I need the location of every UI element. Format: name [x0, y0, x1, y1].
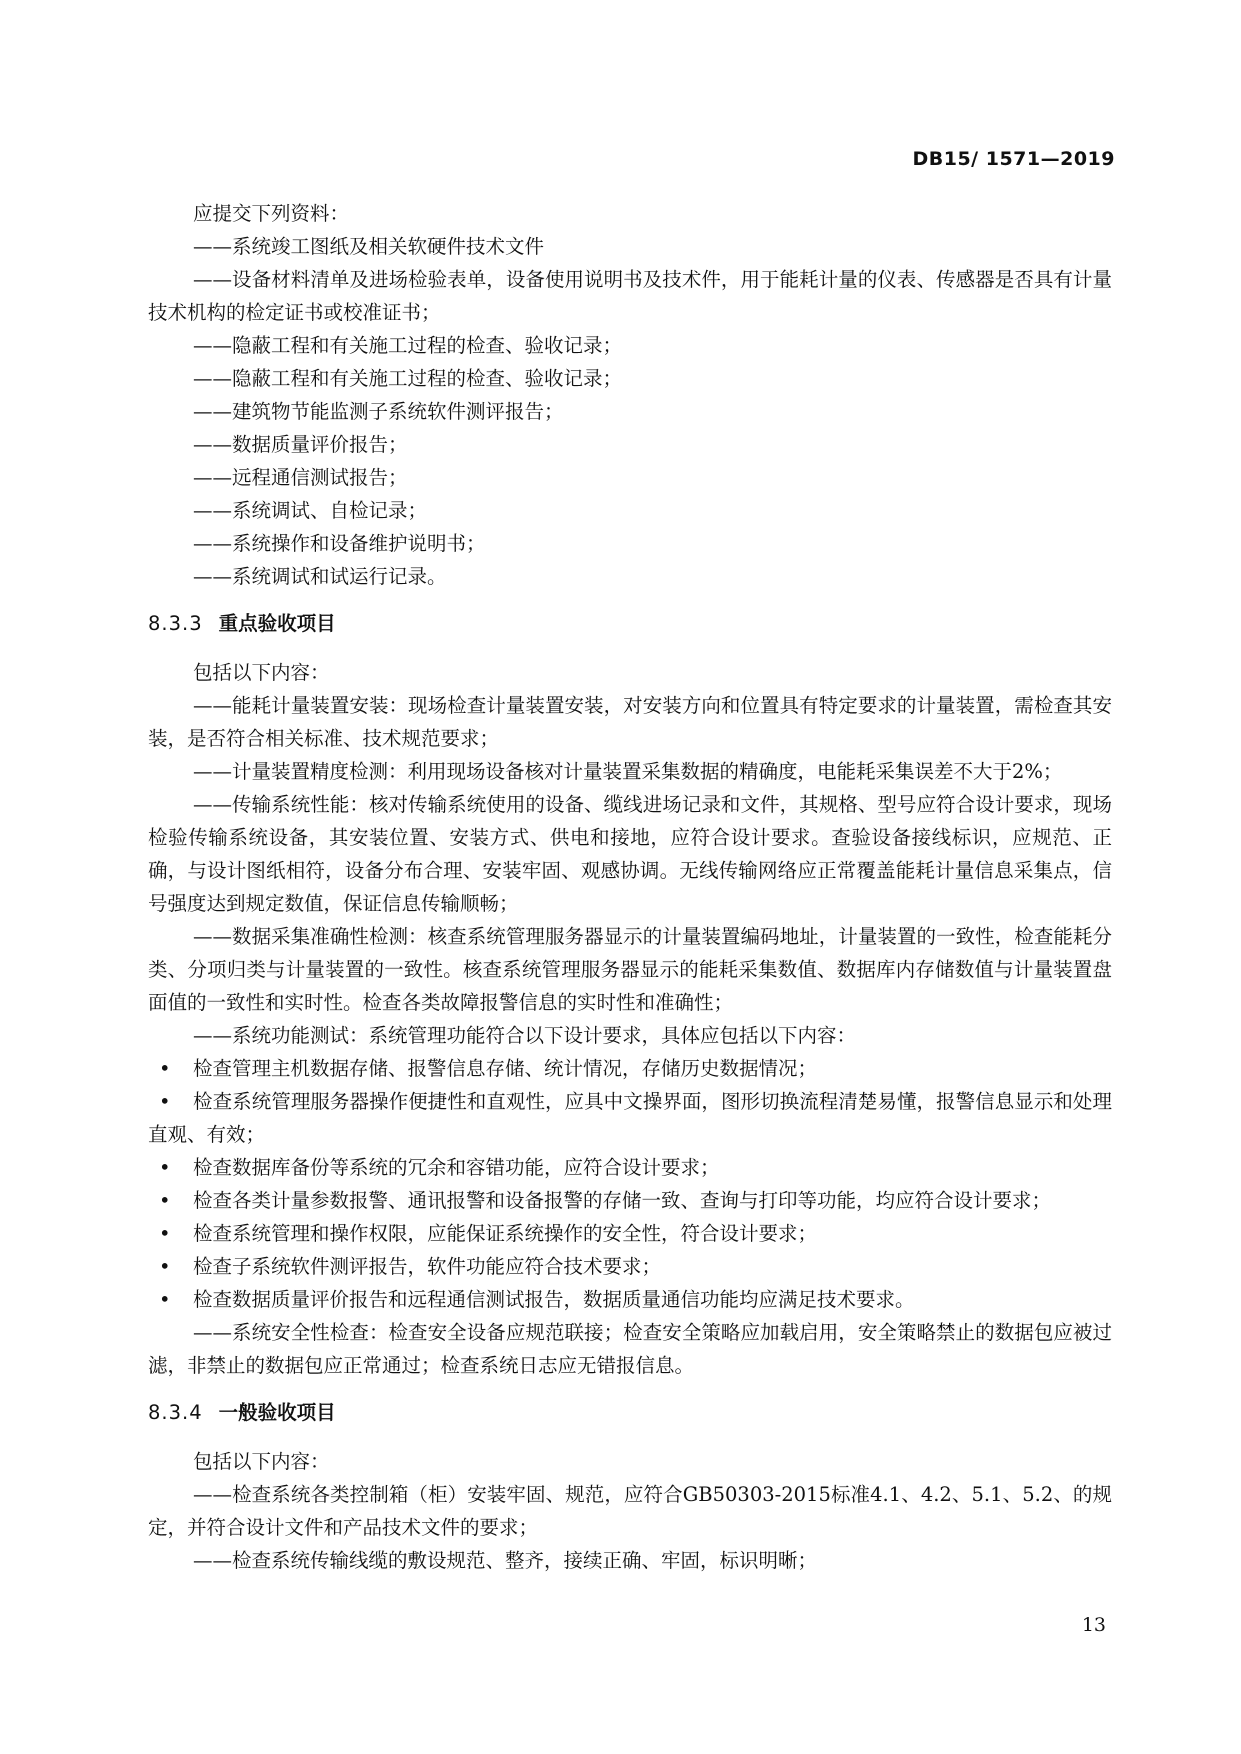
requirement-item: ——能耗计量装置安装：现场检查计量装置安装，对安装方向和位置具有特定要求的计量装置，需检查其安装，是否符合相关标准、技术规范要求；: [148, 694, 1112, 750]
requirement-item: ——检查系统传输线缆的敷设规范、整齐，接续正确、牢固，标识明晰；: [193, 1549, 818, 1572]
section-number: 8.3.3: [148, 612, 203, 635]
material-item: ——系统调试、自检记录；: [193, 499, 428, 522]
material-item: ——系统调试和试运行记录。: [193, 565, 447, 588]
page-number: 13: [1081, 1614, 1106, 1636]
material-item: ——系统操作和设备维护说明书；: [193, 532, 486, 555]
intro-text: 应提交下列资料：: [193, 202, 350, 225]
material-item: ——数据质量评价报告；: [193, 433, 408, 456]
material-item: ——远程通信测试报告；: [193, 466, 408, 489]
section-heading-833: [148, 607, 1112, 640]
bullet-item: • 检查数据库备份等系统的冗余和容错功能，应符合设计要求；: [159, 1156, 720, 1179]
bullet-item: • 检查各类计量参数报警、通讯报警和设备报警的存储一致、查询与打印等功能，均应符合设计要求；: [159, 1189, 1052, 1212]
material-item: ——隐蔽工程和有关施工过程的检查、验收记录；: [193, 334, 623, 357]
section-title: 一般验收项目: [218, 1401, 336, 1424]
requirement-item: ——传输系统性能：核对传输系统使用的设备、缆线进场记录和文件，其规格、型号应符合设计要求，现场检验传输系统设备，其安装位置、安装方式、供电和接地，应符合设计要求。查验设备接线标识，应规范、正确，与设计图纸相符，设备分布合理、安装牢固、观感协调。无线传输网络应正常覆盖能耗计量信息采集点，信号强度达到规定数值，保证信息传输顺畅；: [148, 793, 1112, 915]
material-item: ——隐蔽工程和有关施工过程的检查、验收记录；: [193, 367, 623, 390]
bullet-item: • 检查管理主机数据存储、报警信息存储、统计情况，存储历史数据情况；: [159, 1057, 818, 1080]
bullet-item: • 检查数据质量评价报告和远程通信测试报告，数据质量通信功能均应满足技术要求。: [159, 1288, 915, 1311]
requirement-item: ——系统功能测试：系统管理功能符合以下设计要求，具体应包括以下内容：: [193, 1024, 857, 1047]
page-content: [148, 197, 1112, 1577]
section-title: 重点验收项目: [218, 612, 336, 635]
section-heading-834: [148, 1396, 1112, 1429]
section-number: 8.3.4: [148, 1401, 203, 1424]
section-intro: 包括以下内容：: [193, 661, 330, 684]
material-item: ——建筑物节能监测子系统软件测评报告；: [193, 400, 564, 423]
section-intro: 包括以下内容：: [193, 1450, 330, 1473]
requirement-item: ——数据采集准确性检测：核查系统管理服务器显示的计量装置编码地址，计量装置的一致性，检查能耗分类、分项归类与计量装置的一致性。核查系统管理服务器显示的能耗采集数值、数据库内存储数值与计量装置盘面值的一致性和实时性。检查各类故障报警信息的实时性和准确性；: [148, 925, 1112, 1014]
material-item: ——系统竣工图纸及相关软硬件技术文件: [193, 235, 545, 258]
material-item: ——设备材料清单及进场检验表单，设备使用说明书及技术件，用于能耗计量的仪表、传感器是否具有计量技术机构的检定证书或校准证书；: [148, 268, 1112, 324]
bullet-item: • 检查子系统软件测评报告，软件功能应符合技术要求；: [159, 1255, 662, 1278]
requirement-item: ——检查系统各类控制箱（柜）安装牢固、规范，应符合GB50303-2015标准4.1、4.2、5.1、5.2、的规定，并符合设计文件和产品技术文件的要求；: [148, 1483, 1112, 1539]
requirement-item: ——系统安全性检查：检查安全设备应规范联接；检查安全策略应加载启用，安全策略禁止的数据包应被过滤，非禁止的数据包应正常通过；检查系统日志应无错报信息。: [148, 1321, 1112, 1377]
requirement-item: ——计量装置精度检测：利用现场设备核对计量装置采集数据的精确度，电能耗采集误差不大于2%；: [193, 760, 1063, 783]
bullet-item: • 检查系统管理服务器操作便捷性和直观性，应具中文操界面，图形切换流程清楚易懂，报警信息显示和处理直观、有效；: [148, 1090, 1112, 1146]
doc-number: DB15/ 1571—2019: [912, 148, 1115, 170]
bullet-item: • 检查系统管理和操作权限，应能保证系统操作的安全性，符合设计要求；: [159, 1222, 818, 1245]
